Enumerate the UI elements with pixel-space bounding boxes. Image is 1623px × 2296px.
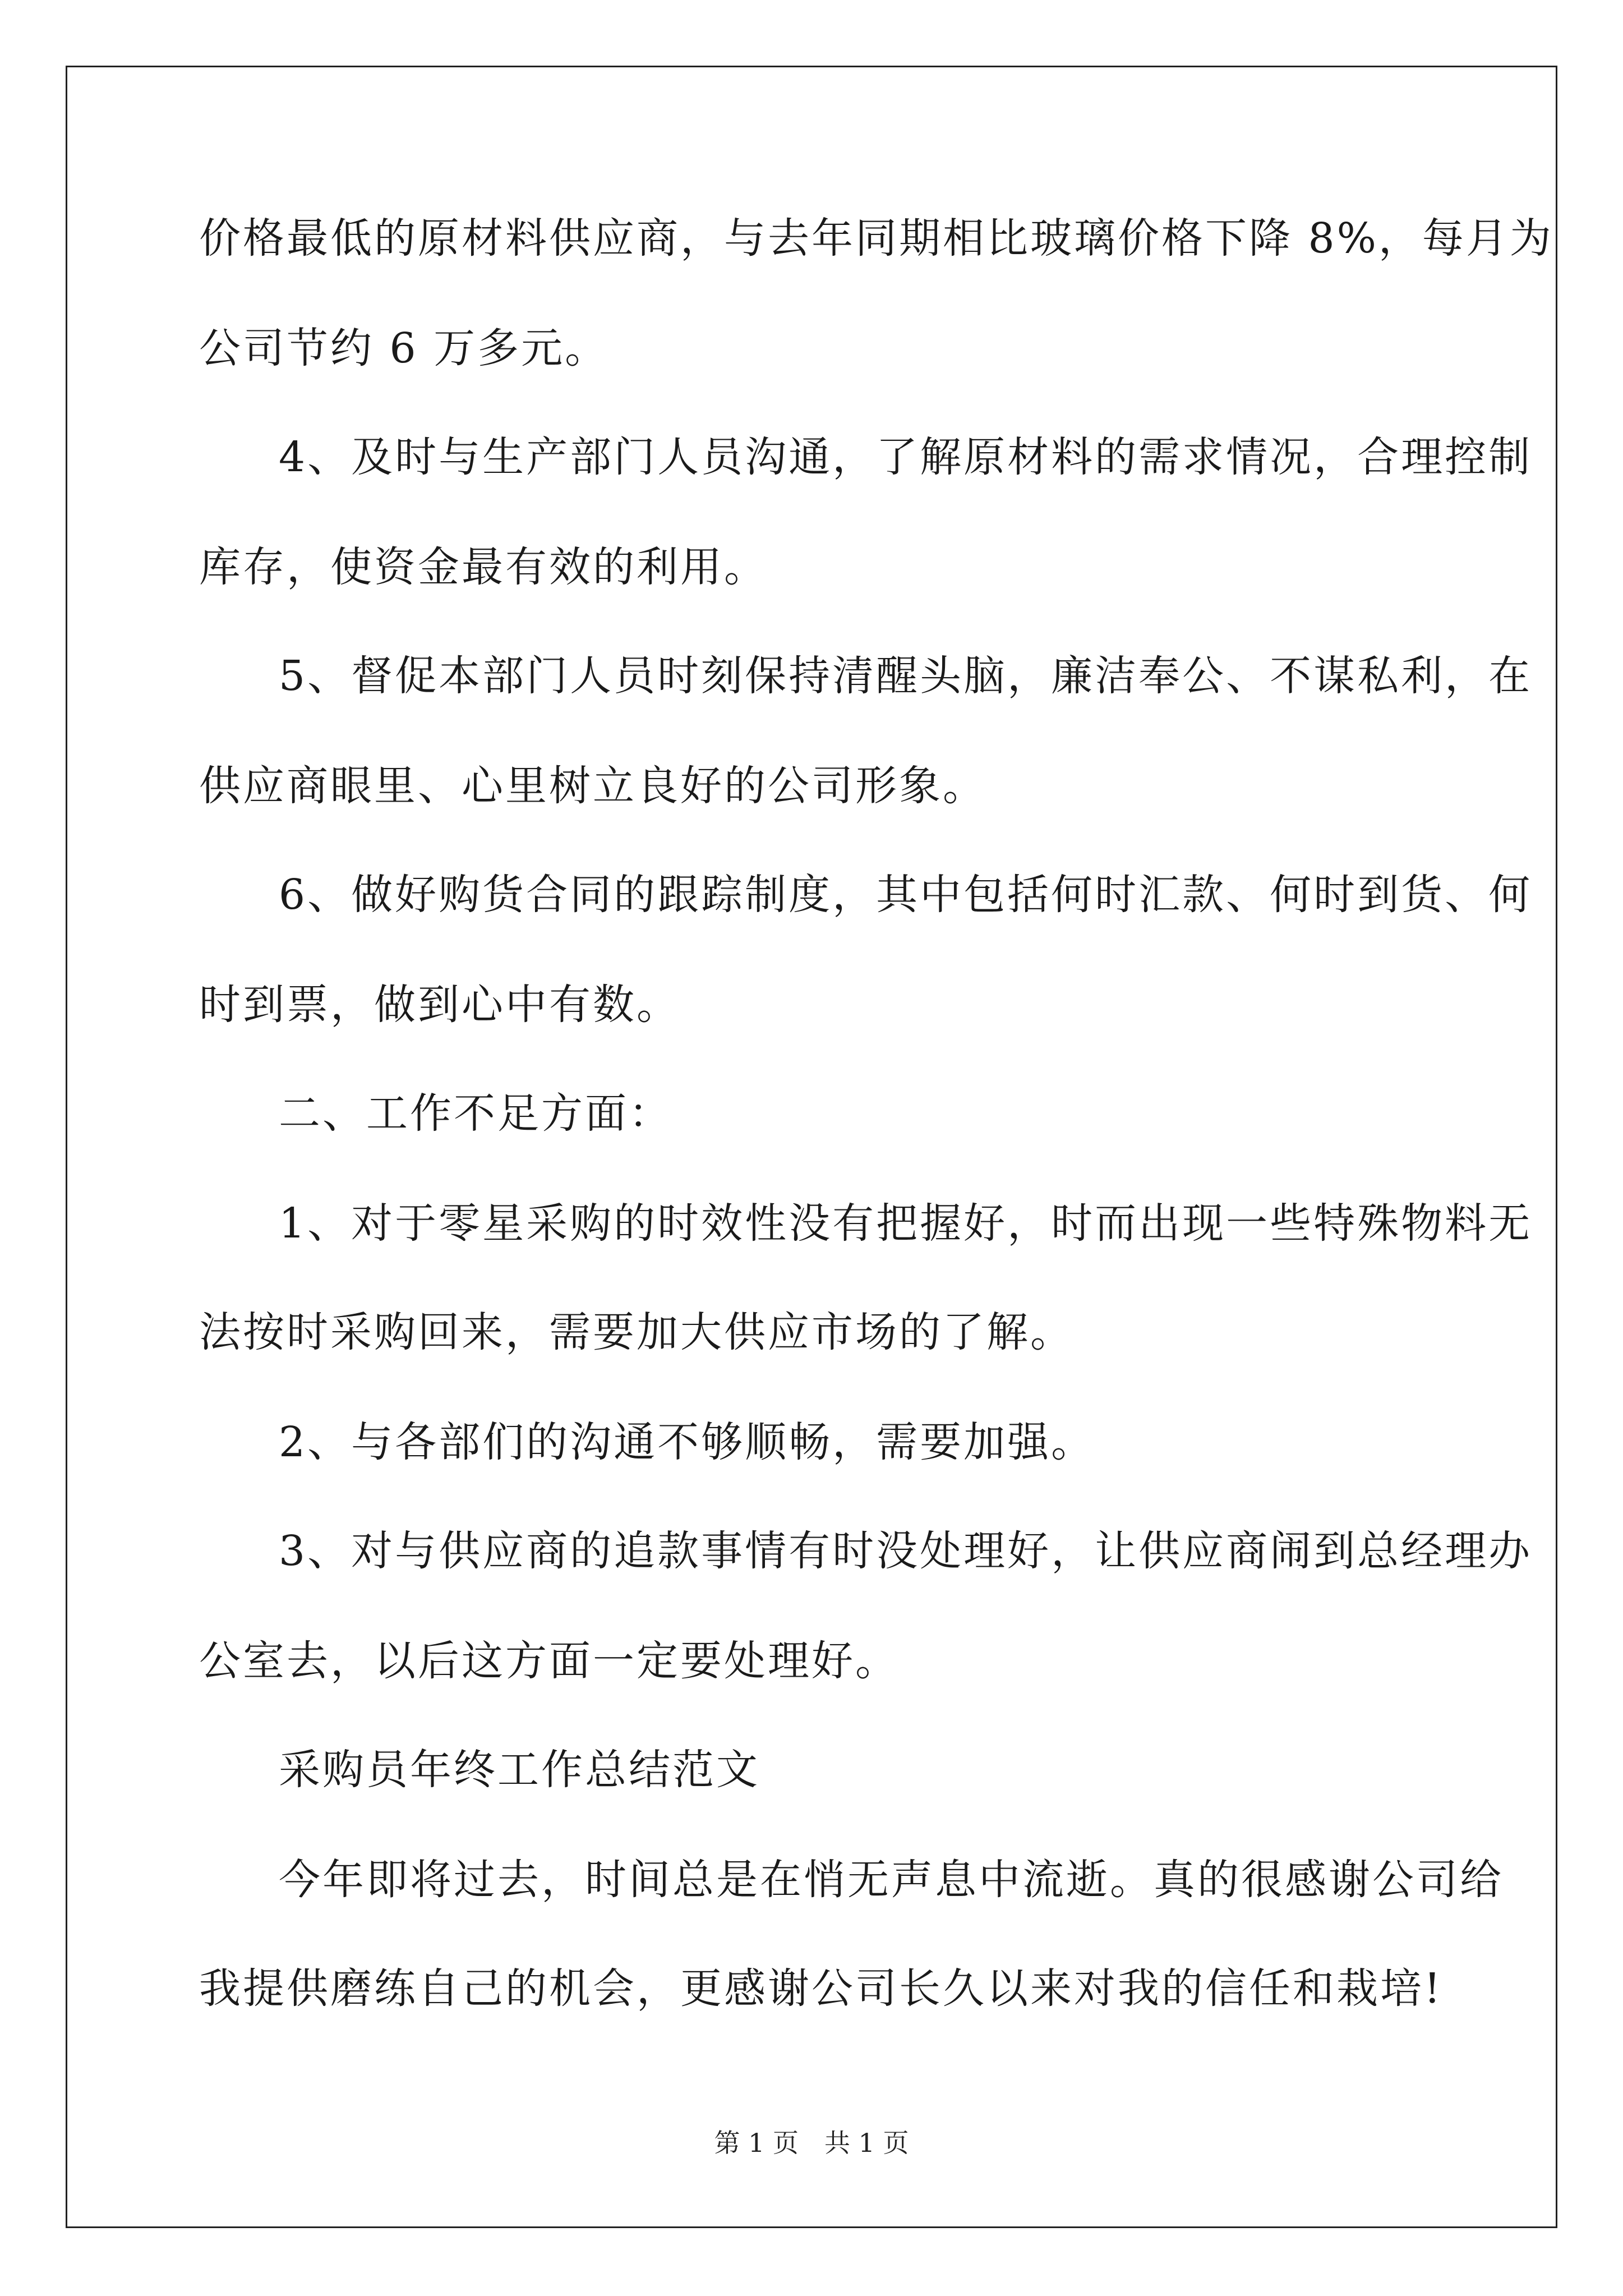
text-line: 1、对于零星采购的时效性没有把握好，时而出现一些特殊物料无: [279, 1199, 1533, 1248]
text-line: 今年即将过去，时间总是在悄无声息中流逝。真的很感谢公司给: [279, 1856, 1504, 1904]
text-line: 我提供磨练自己的机会，更感谢公司长久以来对我的信任和栽培!: [199, 1964, 1443, 2013]
text-line: 公室去，以后这方面一定要处理好。: [199, 1637, 899, 1685]
section-heading: 二、工作不足方面：: [279, 1089, 672, 1138]
text-line: 库存，使资金最有效的利用。: [199, 543, 768, 591]
text-line: 5、督促本部门人员时刻保持清醒头脑，廉洁奉公、不谋私利，在: [279, 652, 1533, 700]
text-line: 供应商眼里、心里树立良好的公司形象。: [199, 762, 986, 810]
text-line: 6、做好购货合同的跟踪制度，其中包括何时汇款、何时到货、何: [279, 871, 1533, 919]
text-line: 2、与各部们的沟通不够顺畅，需要加强。: [279, 1418, 1095, 1466]
page-number-footer: 第 1 页 共 1 页: [714, 2128, 909, 2158]
text-line: 时到票，做到心中有数。: [199, 981, 680, 1029]
text-line: 法按时采购回来，需要加大供应市场的了解。: [199, 1308, 1074, 1356]
text-line: 4、及时与生产部门人员沟通，了解原材料的需求情况，合理控制: [279, 433, 1533, 481]
article-title: 采购员年终工作总结范文: [279, 1746, 760, 1794]
text-line: 3、对与供应商的追款事情有时没处理好，让供应商闹到总经理办: [279, 1527, 1533, 1575]
text-line: 公司节约 6 万多元。: [199, 324, 609, 372]
text-line: 价格最低的原材料供应商，与去年同期相比玻璃价格下降 8%，每月为: [199, 214, 1553, 263]
